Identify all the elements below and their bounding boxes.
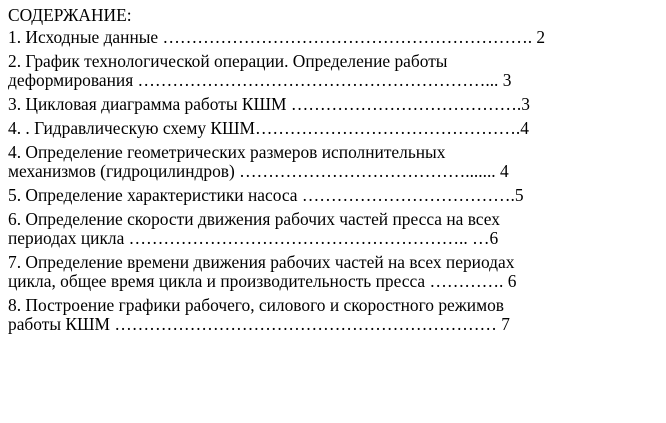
toc-entry-8 (8, 253, 658, 291)
toc-list (8, 28, 658, 334)
toc-entry-2-line-2: деформирования ……………………………………………………... 3 (8, 71, 512, 90)
toc-entry-3-line-1: 3. Цикловая диаграмма работы КШМ ………………………………….3 (8, 95, 530, 114)
toc-entry-8-line-1: 7. Определение времени движения рабочих частей на всех периодах (8, 253, 515, 272)
toc-entry-9-line-2: работы КШМ ………………………………………………………… 7 (8, 315, 510, 334)
toc-entry-6 (8, 186, 658, 205)
toc-entry-6-line-1: 5. Определение характеристики насоса ……………………………….5 (8, 186, 524, 205)
toc-entry-2-line-1: 2. График технологической операции. Определение работы (8, 52, 448, 71)
toc-entry-7-line-1: 6. Определение скорости движения рабочих частей пресса на всех (8, 210, 500, 229)
toc-entry-9-line-1: 8. Построение графики рабочего, силового и скоростного режимов (8, 296, 504, 315)
toc-entry-5-line-2: механизмов (гидроцилиндров) …………………………………....... 4 (8, 162, 509, 181)
toc-entry-1-line-1: 1. Исходные данные ………………………………………………………. 2 (8, 28, 546, 47)
toc-entry-5 (8, 143, 658, 181)
toc-entry-2 (8, 52, 658, 90)
toc-entry-3 (8, 95, 658, 114)
toc-entry-8-line-2: цикла, общее время цикла и производительность пресса …………. 6 (8, 272, 517, 291)
toc-entry-4 (8, 119, 658, 138)
toc-entry-9 (8, 296, 658, 334)
toc-entry-7 (8, 210, 658, 248)
toc-title: СОДЕРЖАНИЕ: (8, 5, 132, 25)
toc-entry-4-line-1: 4. . Гидравлическую схему КШМ……………………………………….4 (8, 119, 529, 138)
toc-entry-1 (8, 28, 658, 47)
toc-entry-5-line-1: 4. Определение геометрических размеров исполнительных (8, 143, 446, 162)
toc-entry-7-line-2: периодах цикла ………………………………………………….. …6 (8, 229, 499, 248)
